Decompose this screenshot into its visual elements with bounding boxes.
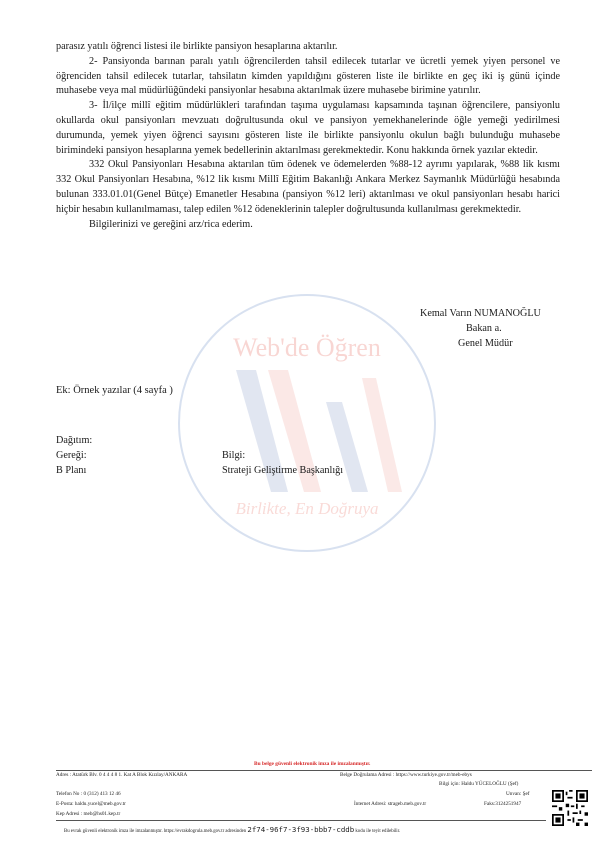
footer-web: İnternet Adresi: strageb.meb.gov.tr: [354, 801, 427, 807]
footer-verification-line: [64, 825, 400, 837]
footer-kep: Kep Adresi : meb@hs01.kep.tr: [56, 811, 121, 817]
watermark-brand: Web'de Öğren: [233, 333, 381, 362]
attachment-note: Ek: Örnek yazılar (4 sayfa ): [56, 385, 173, 396]
footer-info: Bilgi için: Haldu YÜCELOĞLU (Şef): [439, 781, 519, 787]
paragraph-percentage: 332 Okul Pansiyonları Hesabına aktarılan tüm ödenek ve ödemelerden %88-12 ayrımı yapılarak, %88 lik kısmı 332 Okul Pansiyonları Hesabına, %12 lik kısmı Millî Eğitim Bakanlığı Ankara Merkez Saymanlık Müdürlüğü hesabında bulunan 333.01.01(Genel Bütçe) Emanetler Hesabına (pansiyon %12 leri) aktarılması ve okul pansiyonları hesabı harici hiçbir hesabın kullanılmaması, talep edilen %12 ödeneklerinin talepler doğrultusunda kullanılması gerekmektedir.: [56, 159, 560, 215]
signer-title-2: Genel Müdür: [458, 338, 513, 349]
paragraph-continuation: parasız yatılı öğrenci listesi ile birlikte pansiyon hesaplarına aktarılır.: [56, 41, 338, 52]
footer-email: E-Posta: haldu.yucel@meb.gov.tr: [56, 801, 126, 807]
distribution-values-row: [56, 463, 476, 478]
gerege-value: B Planı: [56, 465, 87, 476]
verification-code: 2f74-96f7-3f93-bbb7-cddb: [247, 825, 355, 834]
paragraph-item-2: 2- Pansiyonda barınan paralı yatılı öğrencilerden tahsil edilecek tutarlar ve ücretli yemek yiyen personel ve öğrenciden tahsil edilecek tutarlar, tahsilatın kimden yapıldığını gösteren liste ile birlikte en geç iki iş günü içinde muhasebe veya mal müdürlüğündeki pansiyonlar hesabına aktarılmak üzere muhasebe birimine yatırılır.: [56, 55, 560, 97]
verification-suffix: kodu ile teyit edilebilir.: [355, 829, 401, 834]
letter-body: [56, 40, 560, 232]
watermark-slogan: Birlikte, En Doğruya: [235, 499, 379, 518]
footer-phone: Telefon No : 0 (312) 413 12 46: [56, 791, 121, 797]
paragraph-closing: Bilgilerinizi ve gereğini arz/rica ederim.: [89, 218, 253, 230]
footer-address: Adres : Atatürk Blv. 0 4 4 4 8 1. Kat A Blok Kızılay/ANKARA: [56, 772, 188, 778]
footer-verify: Belge Doğrulama Adresi : https://www.turkiye.gov.tr/meb-ebys: [340, 772, 472, 778]
footer-fax: Faks:3124251947: [484, 801, 522, 807]
qr-code-icon: [552, 790, 588, 826]
footer-title: Unvan: Şef: [506, 791, 530, 797]
watermark-logo: [176, 292, 438, 554]
distribution-heading: Dağıtım:: [56, 435, 93, 446]
bilgi-label: Bilgi:: [222, 450, 246, 461]
distribution-labels-row: [56, 448, 476, 463]
paragraph-item-3: 3- İl/ilçe millî eğitim müdürlükleri tarafından taşıma uygulaması kapsamında taşınan öğrencilere, pansiyonlu okullarda okul pansiyonları mevzuatı doğrultusunda okul ve pansiyon yemekhanelerinde öğle yemeği yedirilmesi durumunda, yemek yiyen öğrenci sayısını gösteren liste ile birlikte pansiyonlu okulun bağlı bulunduğu muhasebe birimindeki pansiyon hesaplarına yemek bedellerinin aktarılması gerekmektedir. Konu hakkında örnek yazılar ektedir.: [56, 100, 560, 156]
distribution-block: [56, 433, 476, 478]
signer-title-1: Bakan a.: [466, 323, 502, 334]
footer-divider-bottom: [56, 820, 546, 821]
signature-block: [420, 306, 570, 351]
bilgi-value: Strateji Geliştirme Başkanlığı: [222, 465, 344, 476]
verification-prefix: Bu evrak güvenli elektronik imza ile imzalanmıştır. https://evrakdogrula.meb.gov.tr adresinden: [64, 829, 247, 834]
signature-warning: Bu belge güvenli elektronik imza ile imzalanmıştır.: [254, 761, 371, 767]
gerege-label: Gereği:: [56, 450, 87, 461]
signer-name: Kemal Varın NUMANOĞLU: [420, 308, 541, 319]
